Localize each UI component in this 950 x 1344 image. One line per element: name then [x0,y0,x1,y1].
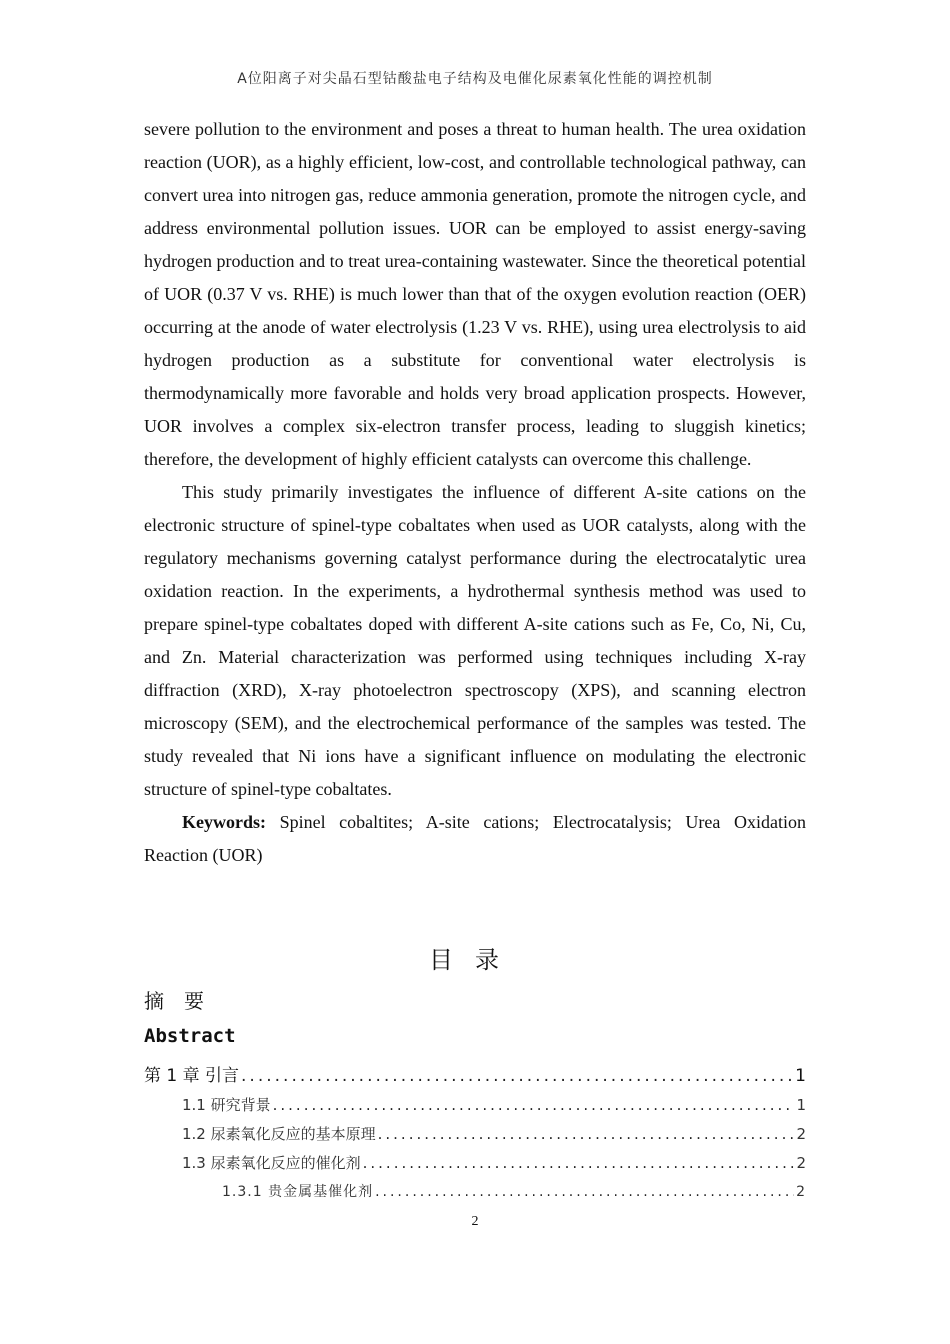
toc-leader-dots [375,1184,794,1200]
toc-entry[interactable] [222,1181,806,1201]
toc-entry-label: 1.1 研究背景 [182,1096,271,1114]
abstract-paragraph: This study primarily investigates the influence of different A-site cations on the electronic structure of spinel-type cobaltates when used as UOR catalysts, along with the regulatory mechanisms governing catalyst performance during the electrocatalytic urea oxidation reaction. In the experiments, a hydrothermal synthesis method was used to prepare spinel-type cobaltates doped with different A-site cations such as Fe, Co, Ni, Cu, and Zn. Material characterization was performed using techniques including X-ray diffraction (XRD), X-ray photoelectron spectroscopy (XPS), and scanning electron microscopy (SEM), and the electrochemical performance of the samples was tested. The study revealed that Ni ions have a significant influence on modulating the electronic structure of spinel-type cobaltates. [144,482,806,799]
keywords-line [144,806,806,872]
keywords-text: Spinel cobaltites; A-site cations; Electrocatalysis; Urea Oxidation Reaction (UOR) [144,812,806,865]
abstract-paragraph: severe pollution to the environment and poses a threat to human health. The urea oxidation reaction (UOR), as a highly efficient, low-cost, and controllable technological pathway, can convert urea into nitrogen gas, reduce ammonia generation, promote the nitrogen cycle, and address environmental pollution issues. UOR can be employed to assist energy-saving hydrogen production and to treat urea-containing wastewater. Since the theoretical potential of UOR (0.37 V vs. RHE) is much lower than that of the oxygen evolution reaction (OER) occurring at the anode of water electrolysis (1.23 V vs. RHE), using urea electrolysis to aid hydrogen production as a substitute for conventional water electrolysis is thermodynamically more favorable and holds very broad application prospects. However, UOR involves a complex six-electron transfer process, leading to sluggish kinetics; therefore, the development of highly efficient catalysts can overcome this challenge. [144,119,806,469]
running-header: A位阳离子对尖晶石型钴酸盐电子结构及电催化尿素氧化性能的调控机制 [237,71,713,87]
toc-entry-page: 1 [795,1066,806,1086]
toc-entry-label: 第 1 章 引言 [144,1066,240,1086]
toc-leader-dots [241,1066,793,1086]
toc-entry-label: 1.3 尿素氧化反应的催化剂 [182,1154,361,1172]
abstract-body [144,113,806,872]
toc-entry-label: 1.2 尿素氧化反应的基本原理 [182,1125,376,1143]
toc-entry[interactable] [182,1152,806,1173]
toc-summary-cn: 摘 要 [144,989,204,1013]
toc-entry-page: 1 [796,1096,806,1114]
toc-entry[interactable] [144,1061,806,1086]
toc-entry-page: 2 [796,1184,806,1200]
toc-abstract-en: Abstract [144,1025,236,1047]
toc-entry-page: 2 [796,1154,806,1172]
toc-entry-page: 2 [796,1125,806,1143]
toc-leader-dots [273,1096,795,1114]
toc-entry[interactable] [182,1094,806,1115]
toc-leader-dots [363,1154,795,1172]
keywords-label: Keywords: [182,812,266,832]
page-number: 2 [471,1214,479,1229]
toc-title: 目录 [429,946,521,974]
toc-entry[interactable] [182,1123,806,1144]
toc-leader-dots [378,1125,795,1143]
toc-entry-label: 1.3.1 贵金属基催化剂 [222,1184,374,1200]
